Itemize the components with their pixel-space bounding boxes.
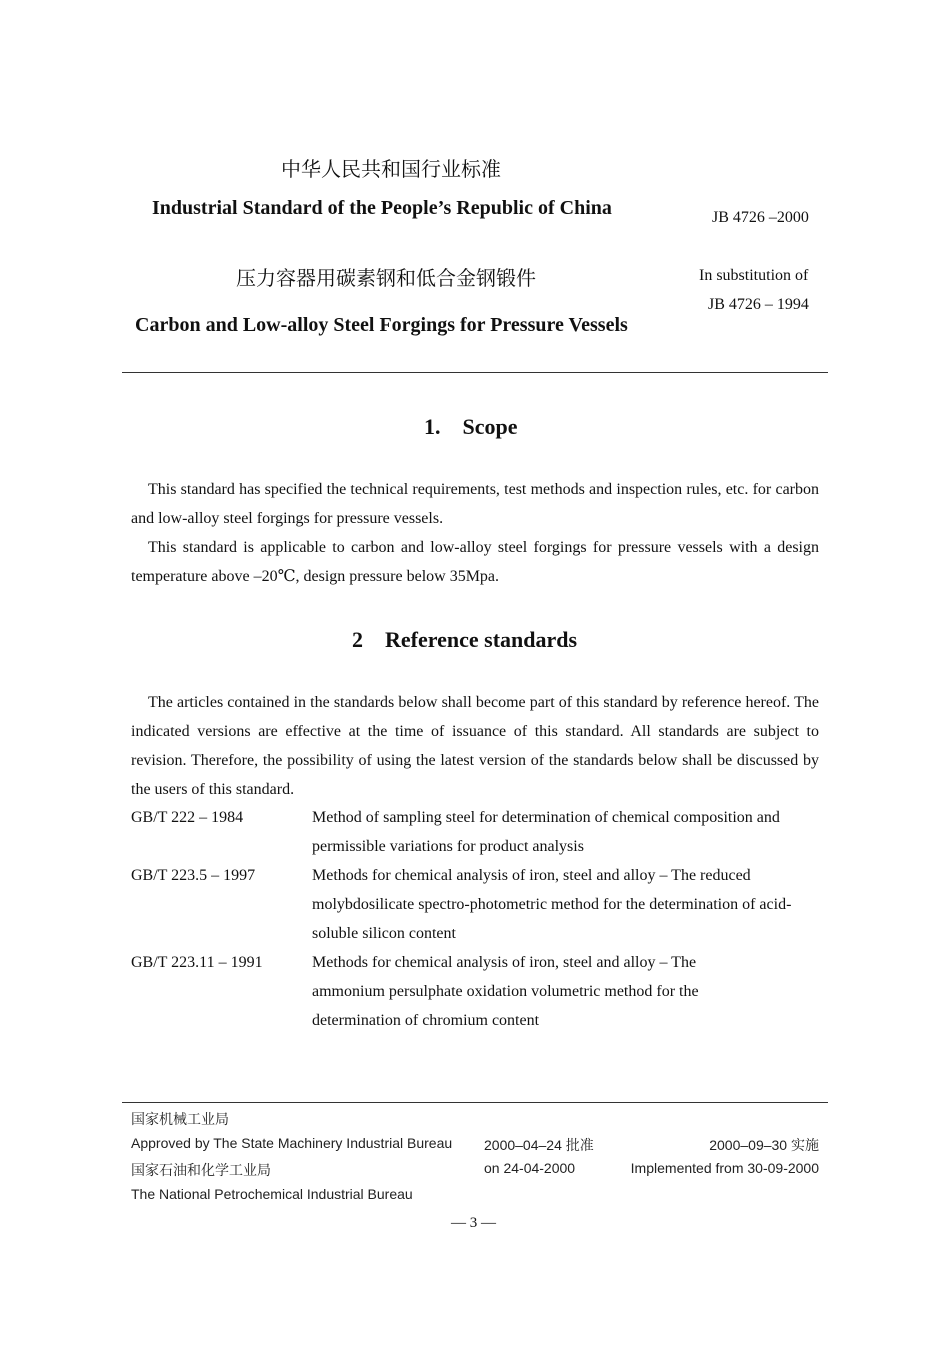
reference-description: Methods for chemical analysis of iron, steel and alloy – The ammonium persulphate oxidation volumetric method for the determination of chromium content xyxy=(312,954,699,1029)
reference-code: GB/T 223.11 – 1991 xyxy=(131,954,263,971)
bureau-2-en: The National Petrochemical Industrial Bureau xyxy=(131,1186,413,1202)
reference-item xyxy=(131,861,819,948)
reference-code: GB/T 222 – 1984 xyxy=(131,809,244,826)
substitution-label: In substitution of xyxy=(699,267,809,284)
reference-item xyxy=(131,803,819,861)
scope-paragraph: This standard is applicable to carbon and low-alloy steel forgings for pressure vessels with a design temperature above –20℃, design pressure below 35Mpa. xyxy=(131,539,819,585)
bureau-1-cn: 国家机械工业局 xyxy=(131,1112,229,1128)
bureau-2-cn: 国家石油和化学工业局 xyxy=(131,1163,271,1179)
reference-item xyxy=(131,948,819,1035)
en-standard-title: Industrial Standard of the People’s Republic of China xyxy=(152,197,612,219)
standard-code: JB 4726 –2000 xyxy=(712,209,809,226)
footer-divider xyxy=(122,1102,828,1103)
reference-description: Methods for chemical analysis of iron, steel and alloy – The reduced molybdosilicate spectro-photometric method for the determination of acid-soluble silicon content xyxy=(312,867,792,942)
section-1-number: 1. xyxy=(424,414,441,439)
page-number: — 3 — xyxy=(451,1215,496,1231)
section-2-intro xyxy=(131,688,819,804)
reference-code: GB/T 223.5 – 1997 xyxy=(131,867,256,884)
section-2-number: 2 xyxy=(352,627,363,652)
cn-standard-title: 中华人民共和国行业标准 xyxy=(281,157,501,181)
implemented-date-cn: 2000–09–30 实施 xyxy=(709,1137,819,1153)
bureau-1-en: Approved by The State Machinery Industrial Bureau xyxy=(131,1135,453,1151)
section-1-body xyxy=(131,475,819,591)
approved-date-en: on 24-04-2000 xyxy=(484,1160,576,1176)
cn-document-title: 压力容器用碳素钢和低合金钢锻件 xyxy=(236,266,536,290)
section-1-heading xyxy=(424,414,518,440)
substitution-code: JB 4726 – 1994 xyxy=(708,296,809,313)
reference-description: Method of sampling steel for determination of chemical composition and permissible variations for product analysis xyxy=(312,809,780,855)
implemented-date-en: Implemented from 30-09-2000 xyxy=(630,1160,819,1176)
approved-date-cn: 2000–04–24 批准 xyxy=(484,1137,594,1153)
scope-paragraph: This standard has specified the technical requirements, test methods and inspection rules, etc. for carbon and low-alloy steel forgings for pressure vessels. xyxy=(131,481,819,527)
section-2-title: Reference standards xyxy=(385,627,578,652)
en-document-title: Carbon and Low-alloy Steel Forgings for Pressure Vessels xyxy=(135,314,628,336)
reference-list xyxy=(131,803,819,1035)
reference-intro-paragraph: The articles contained in the standards below shall become part of this standard by reference hereof. The indicated versions are effective at the time of issuance of this standard. All standards are subject to revision. Therefore, the possibility of using the latest version of the standards below shall be discussed by the users of this standard. xyxy=(131,694,819,798)
header-divider xyxy=(122,372,828,373)
section-2-heading xyxy=(352,627,577,653)
section-1-title: Scope xyxy=(462,414,518,439)
